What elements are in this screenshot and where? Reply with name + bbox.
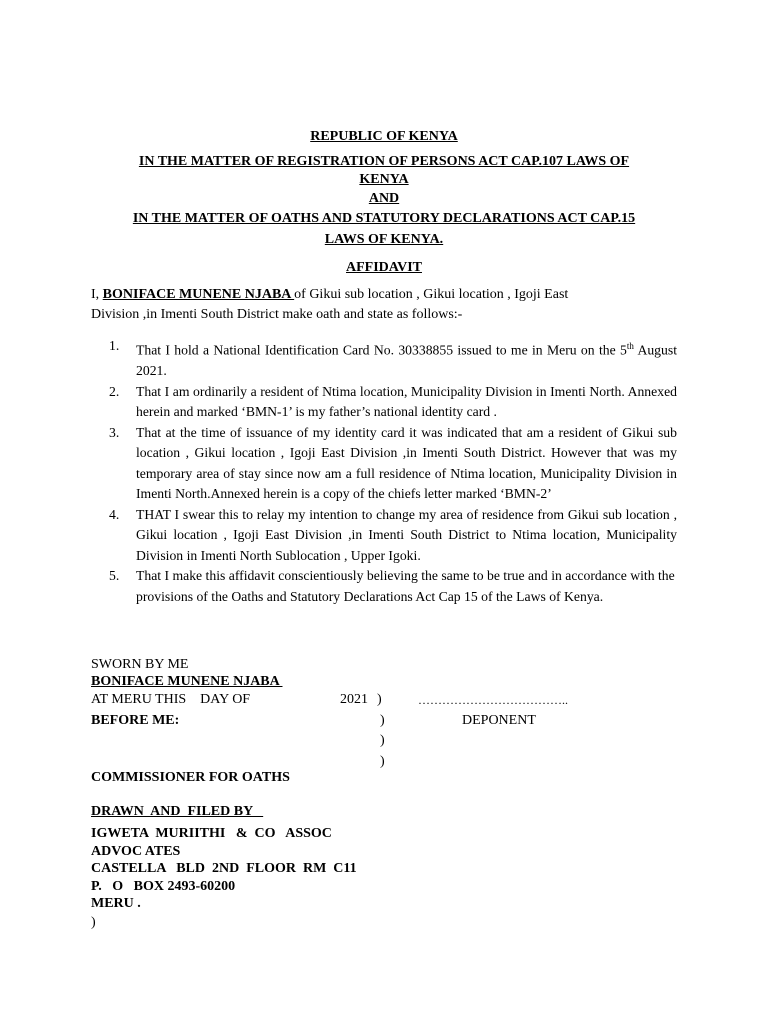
list-item [91,566,677,607]
signature-name: BONIFACE MUNENE NJABA [91,674,283,689]
commissioner-for-oaths: COMMISSIONER FOR OATHS [91,770,290,785]
intro-line-2: Division ,in Imenti South District make oath and state as follows:- [91,307,463,322]
item-text: That I make this affidavit conscientiously believing the same to be true and in accordance with the provisions of the Oaths and Statutory Declarations Act Cap 15 of the Laws of Kenya. [136,568,675,604]
bracket-3: ) [380,733,385,748]
list-item [91,336,677,382]
at-meru-line: AT MERU THIS DAY OF [91,692,251,707]
item-text: THAT I swear this to relay my intention to change my area of residence from Gikui sub location , Gikui location , Igoji East Division ,in Imenti South District to Ntima location, Municipality Division in Imenti North Sublocation , Upper Igoki. [136,506,677,563]
list-item [91,382,677,423]
before-me: BEFORE ME: [91,713,180,728]
intro-prefix: I, [91,287,103,302]
firm-address: CASTELLA BLD 2ND FLOOR RM C11 [91,861,357,876]
drawn-filed-title: DRAWN AND FILED BY [91,804,264,819]
year: 2021 [340,692,368,707]
list-item [91,423,677,505]
item-text: That I hold a National Identification Card No. 30338855 issued to me in Meru on the 5 [136,342,627,358]
statement-list [91,336,677,607]
deponent-label: DEPONENT [462,713,536,728]
item-text: That at the time of issuance of my identity card it was indicated that am a resident of Gikui sub location , Gikui location , Igoji East Division ,in Imenti South District. However that was my temporary area of stay since now am a full residence of Ntima location, Municipality Division in Imenti North.Annexed herein is a copy of the chiefs letter marked ‘BMN-2’ [136,424,677,502]
signature-dots: ……………………………….. [418,693,568,707]
bracket-2: ) [380,713,385,728]
intro-text-1: of Gikui sub location , Gikui location , Igoji East [294,287,569,302]
item-superscript: th [626,341,634,351]
bracket-4: ) [380,754,385,769]
item-number: 4. [109,506,120,522]
list-item [91,505,677,567]
firm-name: IGWETA MURIITHI & CO ASSOC [91,826,332,841]
firm-town: MERU . [91,896,141,911]
item-text-end: August 2021. [136,342,677,379]
item-number: 3. [109,424,120,440]
intro-line-1 [91,285,681,305]
firm-po-box: P. O BOX 2493-60200 [91,879,236,894]
firm-advocates: ADVOC ATES [91,844,181,859]
item-text: That I am ordinarily a resident of Ntima location, Municipality Division in Imenti North. Annexed herein and marked ‘BMN-1’ is my father’s national identity card . [136,383,677,420]
item-number: 5. [109,568,120,584]
affidavit-title: AFFIDAVIT [346,260,422,275]
trailing-bracket: ) [91,915,96,930]
matter-oaths-heading-cont: LAWS OF KENYA. [324,232,444,247]
item-number: 1. [109,338,120,353]
item-number: 2. [109,383,120,399]
matter-oaths-heading: IN THE MATTER OF OATHS AND STATUTORY DECLARATIONS ACT CAP.15 [132,211,636,226]
matter-registration-heading-cont: KENYA [359,172,409,187]
sworn-by-me: SWORN BY ME [91,657,189,672]
and-heading: AND [368,191,400,206]
deponent-name: BONIFACE MUNENE NJABA [102,287,295,302]
matter-registration-heading: IN THE MATTER OF REGISTRATION OF PERSONS ACT CAP.107 LAWS OF [138,154,630,169]
bracket-1: ) [377,692,382,707]
republic-heading: REPUBLIC OF KENYA [310,129,458,144]
